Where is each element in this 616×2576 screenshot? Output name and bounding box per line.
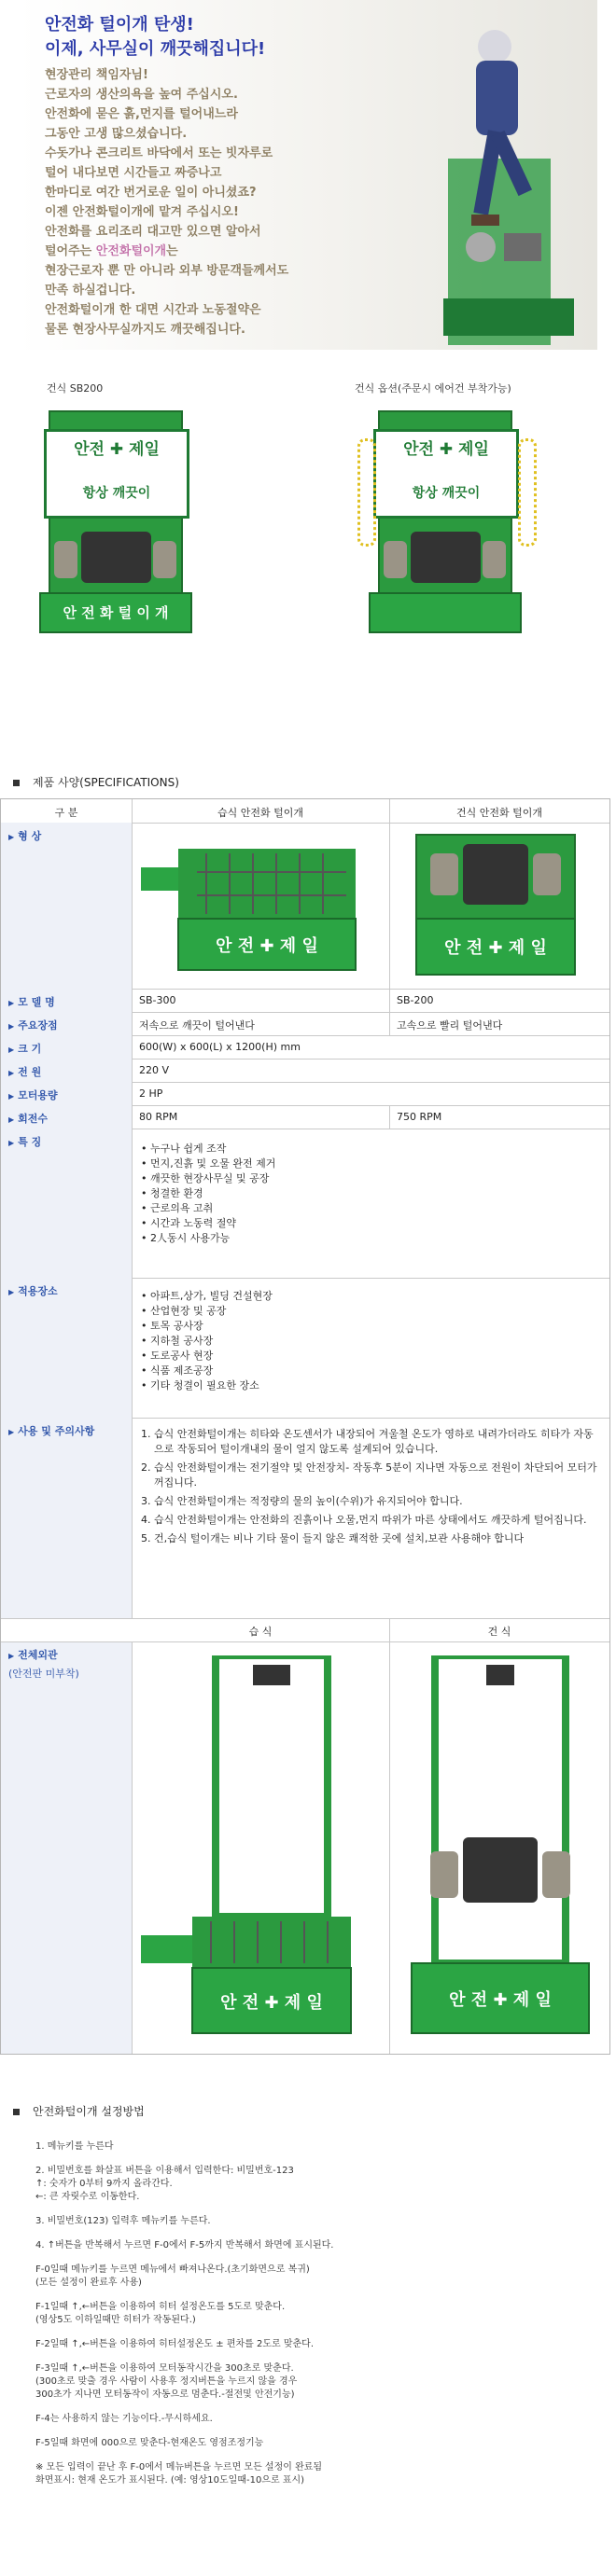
row-size: [1, 1035, 609, 1059]
howto-step: 4. ↑버튼을 반복해서 누르면 F-0에서 F-5까지 반복해서 화면에 표시된다.: [35, 2240, 334, 2251]
svg-text:안 전 ✚ 제 일: 안 전 ✚ 제 일: [216, 936, 318, 956]
banner-line: 안전화를 요리조리 대고만 있으면 알아서: [45, 225, 261, 239]
banner-line: 현장관리 책임자님!: [45, 68, 148, 82]
row-traits: [1, 1129, 609, 1279]
banner-line: 그동안 고생 많으셨습니다.: [45, 127, 188, 141]
trait-item: • 누구나 쉽게 조작: [141, 1142, 275, 1156]
trait-item: • 먼지,진흙 및 오물 완전 제거: [141, 1156, 275, 1171]
dry-machine-image: [398, 830, 603, 979]
banner-line: 수돗가나 콘크리트 바닥에서 또는 빗자루로: [45, 146, 273, 160]
sign-always-clean: 항상 깨끗이: [82, 486, 151, 501]
spec-heading: [13, 774, 179, 790]
caution-item: 4. 습식 안전화털이개는 안전화의 진흙이나 오물,먼지 따위가 마른 상태에서도 깨끗하게 털어집니다.: [154, 1513, 602, 1528]
caution-item: 2. 습식 안전화털이개는 전기절약 및 안전장치- 작동후 5분이 지나면 자동으로 전원이 차단되어 모터가 꺼집니다.: [154, 1461, 602, 1490]
place-item: • 아파트,상가, 빌딩 건설현장: [141, 1289, 273, 1304]
worker-illustration: [355, 19, 597, 350]
trait-item: • 깨끗한 현장사무실 및 공장: [141, 1171, 275, 1186]
motor-value: 2 HP: [139, 1087, 163, 1100]
air-hose-left-icon: [357, 438, 376, 547]
caution-item: 5. 건,습식 털이개는 비나 기타 물이 들지 않은 쾌적한 곳에 설치,보관 사용해야 합니다: [154, 1531, 602, 1546]
exterior-wet-label: 습 식: [248, 1626, 273, 1638]
svg-text:안 전 ✚ 제 일: 안 전 ✚ 제 일: [220, 1993, 323, 2013]
label-size: ▶ 크 기: [8, 1041, 41, 1056]
caution-item: 3. 습식 안전화털이개는 적정량의 물의 높이(수위)가 유지되어야 합니다.: [154, 1494, 602, 1509]
banner-line: 털어 내다보면 시간들고 짜증나고: [45, 166, 222, 180]
banner-line: 털어주는 안전화털이개는: [45, 244, 178, 258]
label-places: ▶ 적용장소: [8, 1283, 58, 1298]
wet-exterior-image: [141, 1655, 384, 2047]
howto-step: F-5일때 화면에 000으로 맞춘다-현재온도 영점조정기능: [35, 2438, 264, 2448]
model-dry: SB-200: [397, 994, 434, 1006]
label-rpm: ▶ 회전수: [8, 1111, 48, 1126]
header-category: 구 분: [54, 807, 78, 819]
base-label: 안 전 화 털 이 개: [39, 592, 192, 633]
banner-body: [45, 65, 288, 339]
howto-step: 3. 비밀번호(123) 입력후 메뉴키를 누른다.: [35, 2216, 211, 2226]
sign-always-clean-2: 항상 깨끗이: [412, 486, 481, 501]
row-exterior: [1, 1618, 609, 2054]
place-item: • 도로공사 현장: [141, 1349, 273, 1364]
place-item: • 토목 공사장: [141, 1319, 273, 1334]
photo-caption-right: 건식 옵션(주문시 에어건 부착가능): [355, 382, 511, 395]
howto-step: F-4는 사용하지 않는 기능이다.-무시하세요.: [35, 2414, 213, 2424]
howto-step: 1. 메뉴키를 누른다: [35, 2141, 114, 2152]
row-power: [1, 1059, 609, 1083]
place-item: • 지하철 공사장: [141, 1334, 273, 1349]
rpm-wet: 80 RPM: [139, 1111, 178, 1123]
promo-banner: [19, 0, 597, 350]
sign-safety-first-2: 안전 ✚ 제일: [403, 440, 489, 459]
label-exterior-sub: (안전판 미부착): [8, 1668, 79, 1680]
header-dry: 건식 안전화 털이개: [455, 807, 542, 819]
row-motor: [1, 1082, 609, 1106]
feature-dry: 고속으로 빨리 털어낸다: [397, 1019, 503, 1032]
trait-item: • 2人동시 사용가능: [141, 1231, 275, 1246]
exterior-dry-label: 건 식: [487, 1626, 511, 1638]
sign-safety-first: 안전 ✚ 제일: [74, 440, 160, 459]
dry-exterior-image: [398, 1655, 603, 2047]
howto-steps: [35, 2140, 595, 2499]
label-feature: ▶ 주요장점: [8, 1018, 58, 1032]
howto-step: F-2일때 ↑,←버튼을 이용하여 히터설정온도 ± 편차를 2도로 맞춘다.: [35, 2339, 315, 2349]
power-value: 220 V: [139, 1064, 170, 1076]
row-cautions: [1, 1418, 609, 1619]
howto-step: F-1일때 ↑,←버튼을 이용하여 히터 설정온도를 5도로 맞춘다. (영상5도 이하일때만 히터가 작동된다.): [35, 2302, 286, 2325]
feature-wet: 저속으로 깨끗이 털어낸다: [139, 1019, 255, 1032]
places-list: [141, 1289, 273, 1393]
row-feature: [1, 1012, 609, 1036]
size-value: 600(W) x 600(L) x 1200(H) mm: [139, 1041, 301, 1053]
table-header-row: [1, 799, 609, 824]
svg-text:안 전 ✚ 제 일: 안 전 ✚ 제 일: [449, 1990, 552, 2010]
wet-machine-image: [141, 830, 379, 979]
caution-item: 1. 습식 안전화털이개는 히타와 온도센서가 내장되어 겨울철 온도가 영하로 내려가더라도 히타가 자동으로 작동되어 털이개내의 물이 얼지 않도록 설계되어 있습니다.: [154, 1427, 602, 1457]
howto-step: 2. 비밀번호를 화살표 버튼을 이용해서 입력한다: 비밀번호-123 ↑: 숫자가 0부터 9까지 올라간다. ←: 큰 자릿수로 이동한다.: [35, 2166, 294, 2202]
banner-line: 물론 현장사무실까지도 깨끗해집니다.: [45, 323, 245, 337]
banner-line: 근로자의 생산의욕을 높여 주십시오.: [45, 88, 238, 102]
model-wet: SB-300: [139, 994, 176, 1006]
trait-item: • 청결한 환경: [141, 1186, 275, 1201]
svg-text:안 전 ✚ 제 일: 안 전 ✚ 제 일: [444, 938, 547, 958]
traits-list: [141, 1142, 275, 1246]
place-item: • 산업현장 및 공장: [141, 1304, 273, 1319]
trait-item: • 시간과 노동력 절약: [141, 1216, 275, 1231]
label-model: ▶ 모 델 명: [8, 994, 55, 1009]
banner-title-line1: 안전화 털이개 탄생!: [45, 15, 194, 35]
header-wet: 습식 안전화 털이개: [217, 807, 303, 819]
spec-table: [0, 798, 610, 2055]
howto-step: ※ 모든 입력이 끝난 후 F-0에서 메뉴버튼을 누르면 모든 설정이 완료됨 화면표시: 현재 온도가 표시된다. (예: 영상10도일때-10으로 표시): [35, 2462, 323, 2486]
label-exterior: ▶ 전체외관: [8, 1647, 58, 1662]
label-motor: ▶ 모터용량: [8, 1087, 58, 1102]
banner-line: 한마디로 여간 번거로운 일이 아니셨죠?: [45, 186, 257, 200]
rpm-dry: 750 RPM: [397, 1111, 442, 1123]
label-shape: ▶ 형 상: [8, 828, 41, 843]
label-cautions: ▶ 사용 및 주의사항: [8, 1423, 102, 1438]
machine-photo-dry-option: [369, 401, 523, 634]
trait-item: • 근로의욕 고취: [141, 1201, 275, 1216]
howto-step: F-0일때 메뉴키를 누르면 메뉴에서 빠져나온다.(초기화면으로 복귀) (모든 설정이 완료후 사용): [35, 2264, 310, 2288]
row-shape: [1, 823, 609, 990]
cautions-list: [141, 1427, 602, 1550]
banner-line: 현장근로자 뿐 만 아니라 외부 방문객들께서도: [45, 264, 289, 278]
label-power: ▶ 전 원: [8, 1064, 41, 1079]
banner-line: 이젠 안전화털이개에 맡겨 주십시오!: [45, 205, 239, 219]
place-item: • 식품 제조공장: [141, 1364, 273, 1378]
banner-line: 안전화털이개 한 대면 시간과 노동절약은: [45, 303, 261, 317]
banner-line: 만족 하실겁니다.: [45, 284, 136, 298]
photo-caption-left: 건식 SB200: [47, 382, 104, 395]
howto-heading-text: 안전화털이개 설정방법: [33, 2105, 145, 2118]
row-rpm: [1, 1105, 609, 1129]
place-item: • 기타 청결이 필요한 장소: [141, 1378, 273, 1393]
label-traits: ▶ 특 징: [8, 1134, 41, 1149]
spec-heading-text: 제품 사양(SPECIFICATIONS): [33, 776, 179, 789]
banner-line: 안전화에 묻은 흙,먼지를 털어내느라: [45, 107, 238, 121]
howto-step: F-3일때 ↑,←버튼을 이용하여 모터동작시간을 300초로 맞춘다. (300초로 맞출 경우 사람이 사용후 정지버튼을 누르지 않을 경우 300초가 지나면 모터동작이 자동으로 멈춘다.-절전및 안전기능): [35, 2363, 298, 2400]
row-model: [1, 989, 609, 1013]
row-places: [1, 1278, 609, 1419]
machine-photo-dry: [39, 401, 193, 634]
howto-heading: [13, 2103, 145, 2119]
air-hose-right-icon: [518, 438, 537, 547]
banner-title: [45, 13, 265, 62]
banner-title-line2: 이제, 사무실이 깨끗해집니다!: [45, 39, 266, 59]
banner-highlight: 안전화털이개: [95, 244, 167, 258]
